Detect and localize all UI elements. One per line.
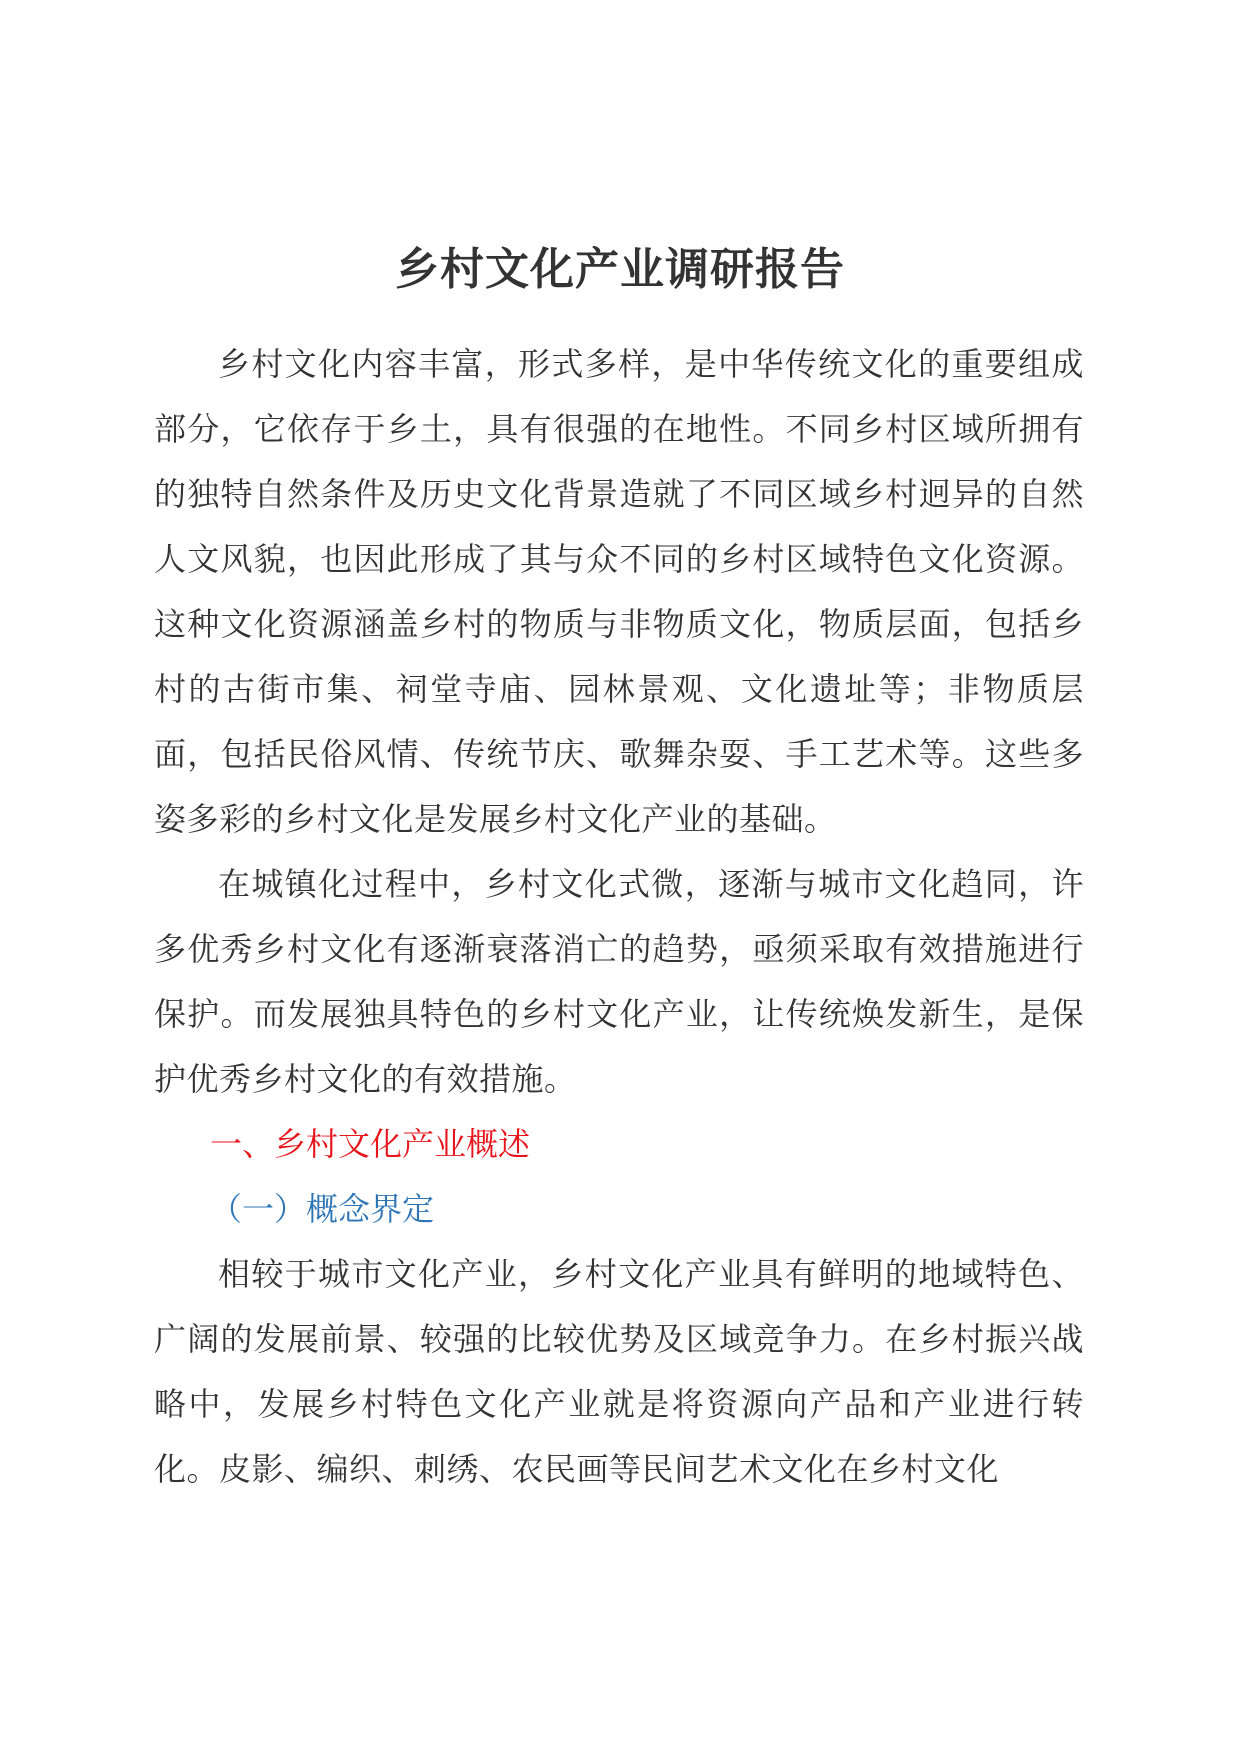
body-paragraph: 乡村文化内容丰富，形式多样，是中华传统文化的重要组成部分，它依存于乡土，具有很强的在地性。不同乡村区域所拥有的独特自然条件及历史文化背景造就了不同区域乡村迥异的自然人文风貌，也因此形成了其与众不同的乡村区域特色文化资源。这种文化资源涵盖乡村的物质与非物质文化，物质层面，包括乡村的古街市集、祠堂寺庙、园林景观、文化遗址等；非物质层面，包括民俗风情、传统节庆、歌舞杂耍、手工艺术等。这些多姿多彩的乡村文化是发展乡村文化产业的基础。	[154, 345, 1084, 838]
body-paragraph: 相较于城市文化产业，乡村文化产业具有鲜明的地域特色、广阔的发展前景、较强的比较优势及区域竞争力。在乡村振兴战略中，发展乡村特色文化产业就是将资源向产品和产业进行转化。皮影、编织、刺绣、农民画等民间艺术文化在乡村文化	[154, 1255, 1084, 1488]
document-title: 乡村文化产业调研报告	[395, 244, 845, 295]
section-heading: 一、乡村文化产业概述	[210, 1125, 531, 1163]
subsection-heading: （一）概念界定	[210, 1190, 435, 1228]
document-body	[154, 332, 1084, 1502]
body-paragraph: 在城镇化过程中，乡村文化式微，逐渐与城市文化趋同，许多优秀乡村文化有逐渐衰落消亡的趋势，亟须采取有效措施进行保护。而发展独具特色的乡村文化产业，让传统焕发新生，是保护优秀乡村文化的有效措施。	[154, 865, 1084, 1098]
